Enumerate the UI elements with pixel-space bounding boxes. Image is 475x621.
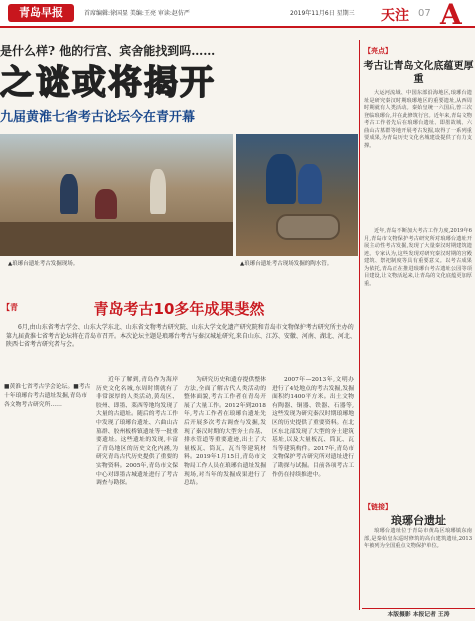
sidebar-body: 近年,青岛不断加大考古工作力度,2019年6月,青岛市文物保护考古研究所对琅琊台遗址开展主动性考古发掘,发现了大量秦汉时期建筑遗迹。专家认为,这些发现对研究秦汉时期的宫殿建筑、祭祀制度等具有重要意义。以考古成果为依托,青岛正在推进琅琊台考古遗址公园等项目建设,让文物活起来,让青岛的文化底蕴更加厚重。 xyxy=(364,228,472,287)
sidebar-link-tag: 【链接】 xyxy=(364,503,392,511)
lead-subhead: 九届黄淮七省考古论坛今在青开幕 xyxy=(0,110,196,125)
excavation-site-photo xyxy=(0,134,233,256)
story-column: 近年了解到,青岛作为海岸历史文化名城,东周时期就有了非常深厚的人类活动,黄岛区、胶州、即墨、莱西等地均发现了大量的古遗址。随后的考古工作中发现了琅琊台遗址、六曲山古墓群、胶州板桥镇遗址等一批重要遗址。这些遗址的发现,丰富了青岛地区的历史文化内涵,为研究青岛古代历史提供了重要的实物资料。2005年,青岛市文保中心对即墨古城遗址进行了考古调查与勘探。 xyxy=(96,377,178,487)
photo-caption: ▲琅琊台遗址考古发掘现场。 xyxy=(8,261,79,267)
page-number: 07 xyxy=(418,8,431,19)
worker-figure xyxy=(266,154,296,204)
sidebar-title: 考古让青岛文化底蕴更厚重 xyxy=(363,61,474,85)
pottery-pipe-photo xyxy=(236,134,358,256)
photo-caption: ▲琅琊台遗址考古现场发掘的陶水管。 xyxy=(240,261,333,267)
story-column: 2007年—2013年,文明办进行了4处地点的考古发掘,发掘面积约1400平方米。出土文物有陶器、铜器、铁器、石器等,这些发现为研究秦汉时期琅琊地区的历史提供了重要资料。在北区东北部发现了大型的夯土建筑基址,以及大量板瓦、筒瓦、瓦当等建筑构件。2017年,青岛市文物保护考古研究所对遗址进行了勘探与试掘。目前各项考古工作仍在持续推进中。 xyxy=(272,377,354,478)
section-name: 天注 xyxy=(381,8,409,24)
masthead-bar xyxy=(0,0,475,31)
worker-figure xyxy=(60,174,78,214)
story-column: 为研究历史和遗存提供整体方法,全面了解古代人类活动的整体面貌,考古工作者在青岛开展了大量工作。2012年到2018年,考古工作者在琅琊台遗址先后开展多次考古调查与发掘,发现了秦汉时期的大型夯土台基、排水管道等重要遗迹,出土了大量板瓦、筒瓦、瓦当等建筑材料。2019年1月15日,青岛市文物局工作人员在琅琊台遗址发掘现场,对当年的发掘成果进行了总结。 xyxy=(184,377,266,487)
sidebar-link-title: 琅琊台遗址 xyxy=(391,514,446,527)
story-intro: 6月,由山东省考古学会、山东大学东北、山东省文物考古研究院、山东大学文化遗产研究院和青岛市文物保护考古研究所主办的第九届黄淮七省考古论坛将在青岛市召开。本次论坛主题是琅琊台考古与秦汉城址研究,来自山东、江苏、安徽、河南、湖北、河北、陕西七省考古研究者与会。 xyxy=(6,324,356,349)
main-column xyxy=(0,28,358,620)
worker-figure xyxy=(150,169,166,214)
column-divider xyxy=(359,40,360,610)
story-sidebox: ■黄淮七省考古学会论坛。■考古十年琅琊台考古遗址发掘,青岛市各文物考古研究所…… xyxy=(4,384,91,408)
worker-figure xyxy=(95,189,117,219)
newspaper-logo: 青岛早报 xyxy=(8,4,74,22)
story-title: 青岛考古10多年成果斐然 xyxy=(93,300,265,318)
soil-layer xyxy=(0,222,233,256)
pottery-pipe xyxy=(276,214,340,240)
issue-date: 2019年11月6日 星期三 xyxy=(290,10,355,17)
worker-figure xyxy=(298,164,322,204)
sidebar-column xyxy=(362,28,475,620)
photo-credit-footer: 本版摄影 本报记者 王涛 xyxy=(362,608,475,621)
lead-kicker: 是什么样? 他的行宫、宾舍能找到吗…… xyxy=(0,44,216,58)
section-letter: A xyxy=(440,0,462,31)
sidebar-tag: 【亮点】 xyxy=(364,47,392,55)
sidebar-link-body: 琅琊台遗址位于青岛市黄岛区琅琊镇东南部,是秦始皇东巡时修筑的高台建筑遗址,2013年被列为全国重点文物保护单位。 xyxy=(364,528,472,549)
story-tag: 【青 xyxy=(2,303,18,312)
sidebar-body: 大运河流域、中国东部沿海地区,琅琊台遗址是研究秦汉时期琅琊地区的重要遗址,从西周时期就有人类活动。秦始皇统一六国后,曾三次登临琅琊台,并在此修筑行宫。近年来,青岛文物考古工作者先后在琅琊台遗址、即墨故城、六曲山古墓群等地开展考古发掘,取得了一系列重要成果,为青岛历史文化名城建设提供了有力支撑。 xyxy=(364,90,472,149)
lead-headline: 之谜或将揭开 xyxy=(0,63,216,103)
editor-credits: 首席编辑:徐国显 美编:王亮 审读:赵仿严 xyxy=(84,10,190,17)
